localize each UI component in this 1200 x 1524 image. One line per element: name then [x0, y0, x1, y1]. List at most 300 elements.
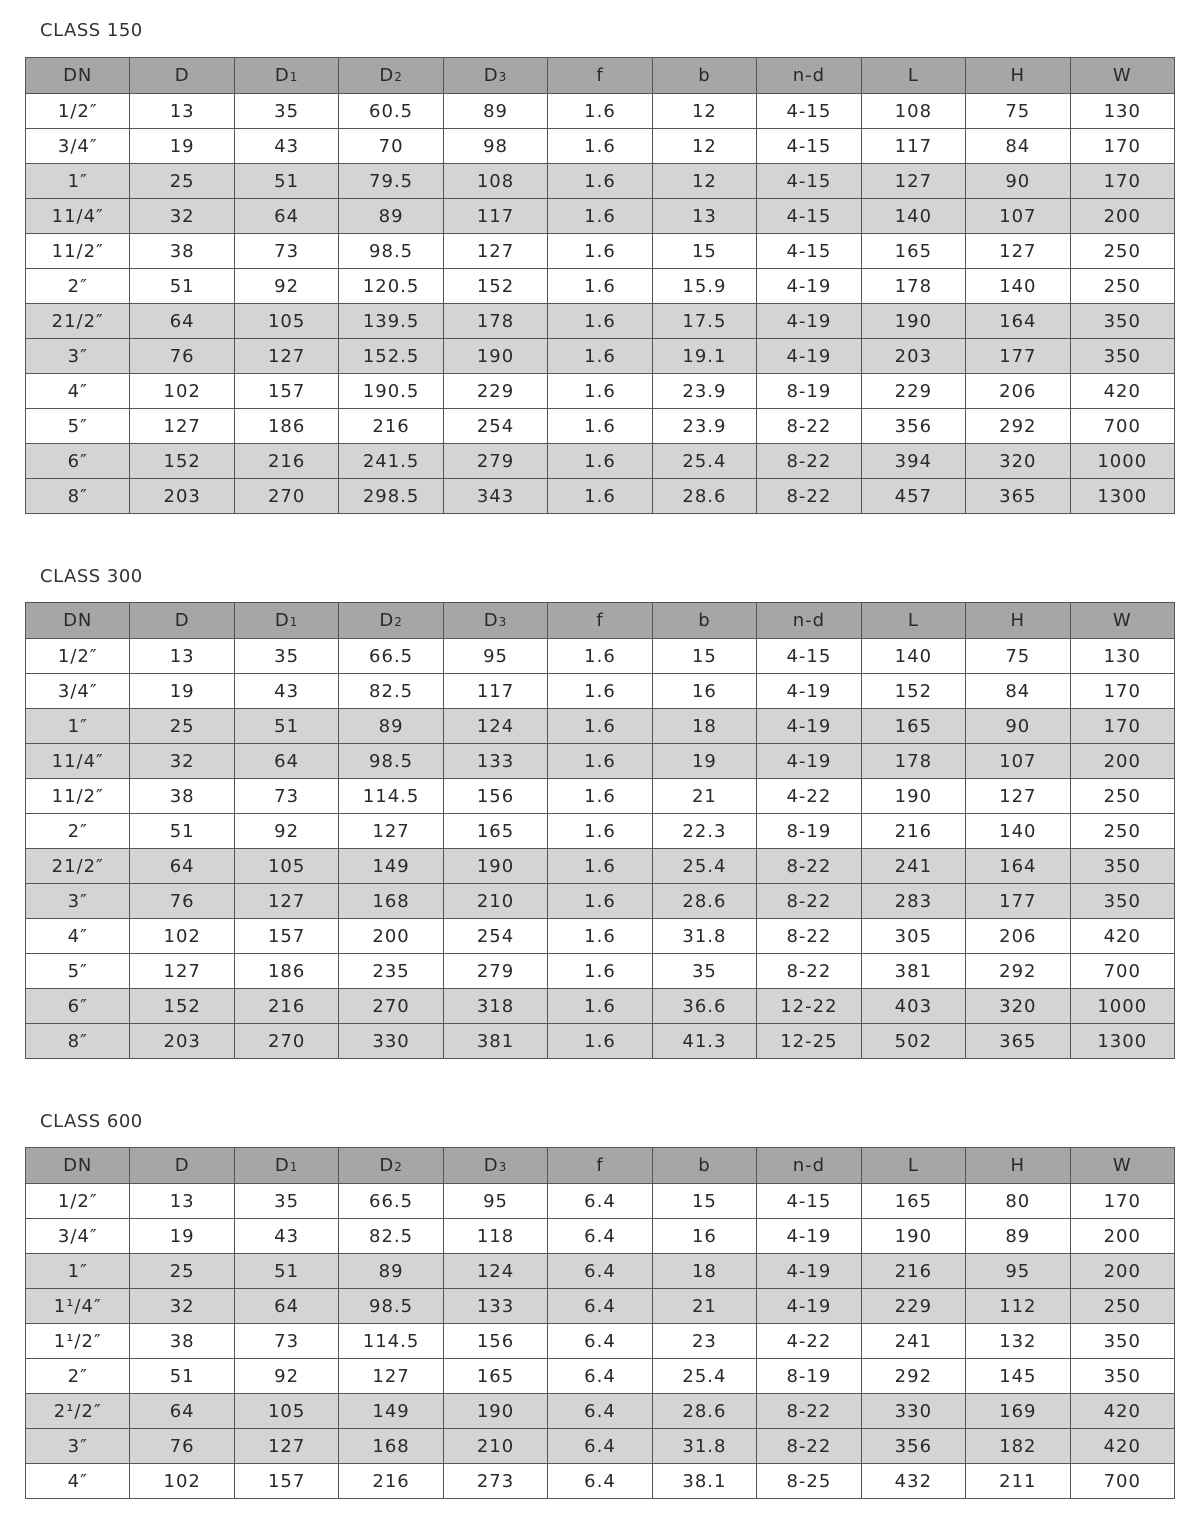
table-cell: 107 — [966, 199, 1070, 234]
column-header-label: n-d — [792, 1155, 826, 1176]
column-header-subscript: 1 — [289, 1160, 299, 1174]
table-cell: 203 — [861, 339, 965, 374]
column-header-label: L — [907, 65, 919, 86]
column-header — [26, 58, 130, 94]
table-cell: 8-22 — [757, 919, 861, 954]
table-cell: 381 — [861, 954, 965, 989]
table-cell: 51 — [130, 814, 234, 849]
table-cell: 216 — [861, 814, 965, 849]
table-cell: 35 — [652, 954, 756, 989]
table-cell: 51 — [234, 164, 338, 199]
table-cell: 12 — [652, 94, 756, 129]
table-cell: 4-15 — [757, 129, 861, 164]
table-cell: 4-19 — [757, 1254, 861, 1289]
table-cell: 133 — [443, 744, 547, 779]
table-cell: 190 — [861, 1219, 965, 1254]
header-row — [26, 603, 1175, 639]
table-cell: 127 — [443, 234, 547, 269]
table-cell: 64 — [130, 304, 234, 339]
table-cell: 3/4″ — [26, 129, 130, 164]
table-cell: 216 — [234, 989, 338, 1024]
table-cell: 1000 — [1070, 444, 1174, 479]
table-cell: 2″ — [26, 269, 130, 304]
table-cell: 4-15 — [757, 234, 861, 269]
table-cell: 6.4 — [548, 1464, 652, 1499]
table-cell: 152 — [130, 444, 234, 479]
column-header — [652, 58, 756, 94]
table-cell: 90 — [966, 164, 1070, 199]
table-cell: 38 — [130, 234, 234, 269]
table-cell: 1¹/4″ — [26, 1289, 130, 1324]
table-cell: 13 — [652, 199, 756, 234]
table-cell: 170 — [1070, 709, 1174, 744]
column-header-subscript: 3 — [498, 1160, 508, 1174]
table-row — [26, 1394, 1175, 1429]
table-cell: 1.6 — [548, 744, 652, 779]
column-header — [443, 58, 547, 94]
table-cell: 200 — [339, 919, 443, 954]
table-cell: 8-19 — [757, 814, 861, 849]
table-cell: 178 — [861, 269, 965, 304]
table-cell: 25 — [130, 164, 234, 199]
table-cell: 124 — [443, 1254, 547, 1289]
table-row — [26, 269, 1175, 304]
table-cell: 51 — [130, 1359, 234, 1394]
table-cell: 90 — [966, 709, 1070, 744]
table-cell: 1300 — [1070, 1024, 1174, 1059]
table-cell: 700 — [1070, 1464, 1174, 1499]
table-cell: 117 — [861, 129, 965, 164]
table-cell: 206 — [966, 374, 1070, 409]
table-cell: 700 — [1070, 954, 1174, 989]
table-cell: 66.5 — [339, 1184, 443, 1219]
table-cell: 1000 — [1070, 989, 1174, 1024]
table-cell: 270 — [339, 989, 443, 1024]
table-cell: 18 — [652, 709, 756, 744]
table-cell: 102 — [130, 1464, 234, 1499]
table-cell: 98.5 — [339, 234, 443, 269]
table-cell: 19 — [130, 129, 234, 164]
table-cell: 80 — [966, 1184, 1070, 1219]
column-header-label: D — [274, 1155, 290, 1176]
class-150-table — [25, 57, 1175, 514]
table-cell: 21/2″ — [26, 849, 130, 884]
table-cell: 1.6 — [548, 1024, 652, 1059]
table-row — [26, 1359, 1175, 1394]
table-cell: 4-19 — [757, 674, 861, 709]
table-cell: 365 — [966, 479, 1070, 514]
table-row — [26, 234, 1175, 269]
table-cell: 117 — [443, 674, 547, 709]
column-header — [861, 603, 965, 639]
table-cell: 1.6 — [548, 639, 652, 674]
table-cell: 15.9 — [652, 269, 756, 304]
table-cell: 350 — [1070, 339, 1174, 374]
table-cell: 75 — [966, 639, 1070, 674]
table-cell: 6.4 — [548, 1184, 652, 1219]
column-header — [234, 58, 338, 94]
table-cell: 1.6 — [548, 779, 652, 814]
table-cell: 8-22 — [757, 479, 861, 514]
table-cell: 170 — [1070, 674, 1174, 709]
table-cell: 279 — [443, 954, 547, 989]
table-row — [26, 1429, 1175, 1464]
table-cell: 127 — [339, 1359, 443, 1394]
column-header — [234, 1148, 338, 1184]
table-cell: 292 — [966, 409, 1070, 444]
table-cell: 190 — [443, 1394, 547, 1429]
table-cell: 350 — [1070, 1359, 1174, 1394]
column-header-label: DN — [63, 610, 93, 631]
table-cell: 140 — [861, 639, 965, 674]
table-cell: 292 — [861, 1359, 965, 1394]
table-cell: 1″ — [26, 709, 130, 744]
table-cell: 190 — [861, 779, 965, 814]
table-cell: 89 — [339, 1254, 443, 1289]
table-cell: 127 — [966, 234, 1070, 269]
table-cell: 177 — [966, 884, 1070, 919]
table-cell: 165 — [861, 234, 965, 269]
table-cell: 6.4 — [548, 1289, 652, 1324]
column-header-label: b — [698, 1155, 711, 1176]
column-header-label: DN — [63, 65, 93, 86]
table-cell: 170 — [1070, 1184, 1174, 1219]
table-cell: 28.6 — [652, 479, 756, 514]
table-cell: 84 — [966, 674, 1070, 709]
table-cell: 241.5 — [339, 444, 443, 479]
column-header-subscript: 2 — [394, 615, 403, 629]
table-cell: 84 — [966, 129, 1070, 164]
table-cell: 168 — [339, 884, 443, 919]
column-header-label: W — [1112, 1155, 1132, 1176]
column-header — [339, 58, 443, 94]
table-cell: 21 — [652, 1289, 756, 1324]
table-cell: 190 — [861, 304, 965, 339]
table-cell: 31.8 — [652, 919, 756, 954]
table-cell: 108 — [861, 94, 965, 129]
column-header — [339, 1148, 443, 1184]
table-cell: 120.5 — [339, 269, 443, 304]
table-cell: 1″ — [26, 164, 130, 199]
column-header-label: L — [907, 1155, 919, 1176]
table-cell: 200 — [1070, 744, 1174, 779]
column-header — [1070, 1148, 1174, 1184]
table-cell: 41.3 — [652, 1024, 756, 1059]
table-cell: 12 — [652, 164, 756, 199]
table-cell: 5″ — [26, 954, 130, 989]
column-header-subscript: 1 — [289, 615, 299, 629]
column-header — [966, 603, 1070, 639]
table-cell: 182 — [966, 1429, 1070, 1464]
table-cell: 394 — [861, 444, 965, 479]
table-cell: 4-19 — [757, 269, 861, 304]
table-cell: 38.1 — [652, 1464, 756, 1499]
table-cell: 283 — [861, 884, 965, 919]
table-cell: 1.6 — [548, 164, 652, 199]
table-cell: 102 — [130, 374, 234, 409]
table-row — [26, 304, 1175, 339]
table-cell: 1.6 — [548, 479, 652, 514]
table-cell: 133 — [443, 1289, 547, 1324]
table-row — [26, 374, 1175, 409]
table-cell: 51 — [234, 709, 338, 744]
table-row — [26, 639, 1175, 674]
table-cell: 216 — [339, 1464, 443, 1499]
table-cell: 8″ — [26, 1024, 130, 1059]
table-row — [26, 849, 1175, 884]
table-cell: 117 — [443, 199, 547, 234]
table-cell: 305 — [861, 919, 965, 954]
table-cell: 320 — [966, 444, 1070, 479]
column-header — [548, 1148, 652, 1184]
table-cell: 1.6 — [548, 94, 652, 129]
table-cell: 203 — [130, 1024, 234, 1059]
class-600-table — [25, 1147, 1175, 1499]
column-header — [652, 1148, 756, 1184]
table-cell: 210 — [443, 1429, 547, 1464]
table-cell: 18 — [652, 1254, 756, 1289]
table-cell: 12-22 — [757, 989, 861, 1024]
table-cell: 38 — [130, 779, 234, 814]
table-row — [26, 444, 1175, 479]
table-row — [26, 919, 1175, 954]
table-cell: 19 — [652, 744, 756, 779]
column-header-label: W — [1112, 65, 1132, 86]
table-cell: 19 — [130, 1219, 234, 1254]
column-header-label: f — [596, 1155, 604, 1176]
table-cell: 92 — [234, 269, 338, 304]
table-cell: 1.6 — [548, 954, 652, 989]
table-cell: 118 — [443, 1219, 547, 1254]
table-row — [26, 1024, 1175, 1059]
table-cell: 76 — [130, 339, 234, 374]
column-header-label: D — [379, 1155, 395, 1176]
table-cell: 356 — [861, 1429, 965, 1464]
table-cell: 127 — [861, 164, 965, 199]
table-cell: 105 — [234, 1394, 338, 1429]
table-cell: 229 — [861, 1289, 965, 1324]
table-cell: 6.4 — [548, 1359, 652, 1394]
table-cell: 6.4 — [548, 1394, 652, 1429]
table-cell: 28.6 — [652, 884, 756, 919]
table-cell: 8-22 — [757, 849, 861, 884]
table-cell: 25.4 — [652, 1359, 756, 1394]
table-cell: 165 — [861, 1184, 965, 1219]
table-cell: 73 — [234, 234, 338, 269]
table-cell: 457 — [861, 479, 965, 514]
table-row — [26, 1464, 1175, 1499]
column-header-label: f — [596, 65, 604, 86]
table-cell: 1.6 — [548, 129, 652, 164]
column-header — [757, 603, 861, 639]
table-cell: 700 — [1070, 409, 1174, 444]
table-row — [26, 989, 1175, 1024]
table-cell: 1.6 — [548, 884, 652, 919]
table-cell: 200 — [1070, 199, 1174, 234]
table-cell: 216 — [234, 444, 338, 479]
table-cell: 82.5 — [339, 674, 443, 709]
table-cell: 15 — [652, 1184, 756, 1219]
table-cell: 1.6 — [548, 374, 652, 409]
table-cell: 127 — [234, 1429, 338, 1464]
table-cell: 22.3 — [652, 814, 756, 849]
table-cell: 8-22 — [757, 1429, 861, 1464]
table-cell: 157 — [234, 1464, 338, 1499]
table-cell: 8-22 — [757, 409, 861, 444]
table-cell: 1.6 — [548, 339, 652, 374]
table-cell: 152.5 — [339, 339, 443, 374]
table-cell: 127 — [966, 779, 1070, 814]
table-cell: 8-19 — [757, 374, 861, 409]
table-cell: 64 — [130, 849, 234, 884]
table-cell: 3/4″ — [26, 1219, 130, 1254]
table-cell: 114.5 — [339, 1324, 443, 1359]
column-header — [757, 1148, 861, 1184]
table-row — [26, 409, 1175, 444]
table-cell: 32 — [130, 744, 234, 779]
table-cell: 1.6 — [548, 444, 652, 479]
table-cell: 139.5 — [339, 304, 443, 339]
table-cell: 2¹/2″ — [26, 1394, 130, 1429]
column-header — [1070, 603, 1174, 639]
table-cell: 60.5 — [339, 94, 443, 129]
table-row — [26, 744, 1175, 779]
table-cell: 8-22 — [757, 444, 861, 479]
table-cell: 170 — [1070, 129, 1174, 164]
table-cell: 250 — [1070, 1289, 1174, 1324]
table-cell: 89 — [443, 94, 547, 129]
table-cell: 4-19 — [757, 1289, 861, 1324]
table-cell: 11/4″ — [26, 199, 130, 234]
column-header — [548, 603, 652, 639]
table-cell: 2″ — [26, 814, 130, 849]
table-cell: 43 — [234, 1219, 338, 1254]
table-cell: 403 — [861, 989, 965, 1024]
table-cell: 79.5 — [339, 164, 443, 199]
table-cell: 130 — [1070, 94, 1174, 129]
table-cell: 157 — [234, 919, 338, 954]
table-cell: 4″ — [26, 1464, 130, 1499]
table-cell: 95 — [966, 1254, 1070, 1289]
table-cell: 320 — [966, 989, 1070, 1024]
table-cell: 11/2″ — [26, 779, 130, 814]
table-cell: 190 — [443, 339, 547, 374]
table-cell: 95 — [443, 639, 547, 674]
table-cell: 11/4″ — [26, 744, 130, 779]
table-cell: 190 — [443, 849, 547, 884]
table-cell: 43 — [234, 129, 338, 164]
table-cell: 350 — [1070, 304, 1174, 339]
table-cell: 149 — [339, 1394, 443, 1429]
table-cell: 19 — [130, 674, 234, 709]
table-cell: 270 — [234, 1024, 338, 1059]
column-header-label: D — [379, 65, 395, 86]
table-cell: 6.4 — [548, 1324, 652, 1359]
table-cell: 51 — [234, 1254, 338, 1289]
table-cell: 165 — [443, 1359, 547, 1394]
header-row — [26, 1148, 1175, 1184]
table-cell: 31.8 — [652, 1429, 756, 1464]
table-cell: 6.4 — [548, 1429, 652, 1464]
table-row — [26, 814, 1175, 849]
class-300-table — [25, 602, 1175, 1059]
table-row — [26, 1289, 1175, 1324]
table-cell: 76 — [130, 1429, 234, 1464]
table-cell: 102 — [130, 919, 234, 954]
table-cell: 6.4 — [548, 1254, 652, 1289]
table-cell: 1.6 — [548, 199, 652, 234]
table-cell: 250 — [1070, 814, 1174, 849]
table-row — [26, 1324, 1175, 1359]
table-cell: 164 — [966, 849, 1070, 884]
column-header-label: D — [483, 610, 499, 631]
table-cell: 3″ — [26, 1429, 130, 1464]
table-cell: 279 — [443, 444, 547, 479]
table-cell: 350 — [1070, 849, 1174, 884]
column-header-label: D — [274, 65, 290, 86]
table-cell: 356 — [861, 409, 965, 444]
table-cell: 16 — [652, 1219, 756, 1254]
table-cell: 4-22 — [757, 1324, 861, 1359]
table-cell: 229 — [861, 374, 965, 409]
table-cell: 6″ — [26, 989, 130, 1024]
table-cell: 4-15 — [757, 199, 861, 234]
table-cell: 3″ — [26, 884, 130, 919]
table-cell: 23.9 — [652, 409, 756, 444]
table-cell: 330 — [861, 1394, 965, 1429]
table-cell: 8-22 — [757, 1394, 861, 1429]
table-cell: 112 — [966, 1289, 1070, 1324]
table-cell: 206 — [966, 919, 1070, 954]
table-cell: 502 — [861, 1024, 965, 1059]
column-header — [652, 603, 756, 639]
table-cell: 21/2″ — [26, 304, 130, 339]
table-cell: 13 — [130, 639, 234, 674]
table-cell: 1.6 — [548, 919, 652, 954]
column-header-label: L — [907, 610, 919, 631]
table-cell: 19.1 — [652, 339, 756, 374]
table-cell: 4-19 — [757, 744, 861, 779]
table-cell: 98.5 — [339, 744, 443, 779]
table-cell: 130 — [1070, 639, 1174, 674]
table-cell: 186 — [234, 409, 338, 444]
table-cell: 3″ — [26, 339, 130, 374]
table-cell: 420 — [1070, 1429, 1174, 1464]
table-row — [26, 129, 1175, 164]
table-cell: 168 — [339, 1429, 443, 1464]
table-cell: 200 — [1070, 1219, 1174, 1254]
table-cell: 127 — [339, 814, 443, 849]
column-header-label: H — [1010, 610, 1026, 631]
column-header-subscript: 1 — [289, 70, 299, 84]
table-cell: 12 — [652, 129, 756, 164]
table-cell: 89 — [339, 199, 443, 234]
column-header — [339, 603, 443, 639]
table-cell: 6″ — [26, 444, 130, 479]
table-cell: 149 — [339, 849, 443, 884]
table-cell: 11/2″ — [26, 234, 130, 269]
table-cell: 330 — [339, 1024, 443, 1059]
table-cell: 32 — [130, 1289, 234, 1324]
table-cell: 70 — [339, 129, 443, 164]
table-cell: 25 — [130, 1254, 234, 1289]
table-cell: 8″ — [26, 479, 130, 514]
table-row — [26, 339, 1175, 374]
column-header — [26, 603, 130, 639]
column-header — [861, 58, 965, 94]
table-cell: 318 — [443, 989, 547, 1024]
table-cell: 1.6 — [548, 234, 652, 269]
